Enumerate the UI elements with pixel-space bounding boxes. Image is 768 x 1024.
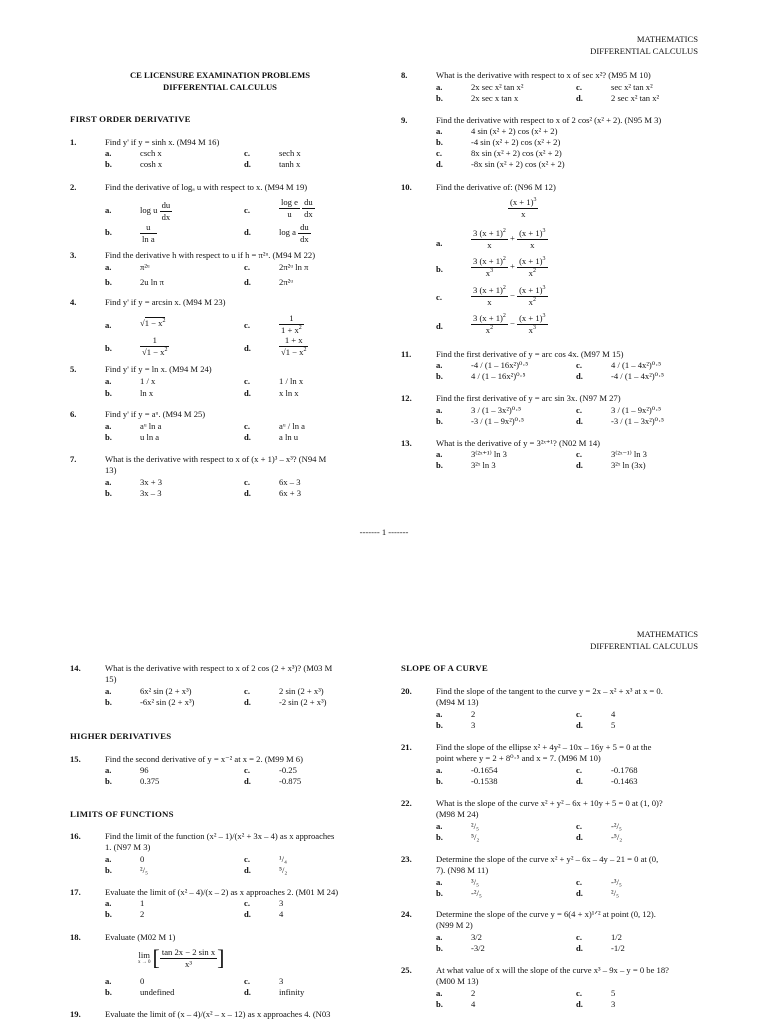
question-number: 1.: [70, 137, 77, 147]
question-number: 15.: [70, 754, 81, 764]
question-text-cont: (M94 M 13): [436, 697, 479, 707]
question-text: Find the second derivative of y = x⁻² at x = 2. (M99 M 6): [105, 754, 303, 764]
question-number: 16.: [70, 831, 81, 841]
question-number: 11.: [401, 349, 412, 359]
question-text-cont: (M00 M 13): [436, 976, 479, 986]
question-text: Find the derivative h with respect to u if h = π²ᵘ. (M94 M 22): [105, 250, 316, 260]
question-text: Determine the slope of the curve x² + y² – 6x – 4y – 21 = 0 at (0,: [436, 854, 659, 864]
question-text: Find y' if y = sinh x. (M94 M 16): [105, 137, 220, 147]
question-text-cont: point where y = 2 + 8⁰⋅⁵ and x = 7. (M96 M 10): [436, 753, 601, 763]
math-expression: $\frac{3 (x + 1)^2}{x^3}$ + $\frac{(x + 1)^3}{x^2}$: [473, 256, 546, 278]
math-expression: log u $\frac{du}{dx}$: [140, 200, 171, 222]
question-number: 20.: [401, 686, 412, 696]
question-number: 8.: [401, 70, 408, 80]
question-number: 25.: [401, 965, 412, 975]
math-expression: $\frac{3 (x + 1)^2}{x}$ − $\frac{(x + 1)^3}{x^2}$: [473, 285, 546, 307]
header-line-2: DIFFERENTIAL CALCULUS: [590, 640, 698, 651]
question-text: Find the first derivative of y = arc sin 3x. (N97 M 27): [436, 393, 621, 403]
question-text-cont: (M98 M 24): [436, 809, 479, 819]
question-number: 23.: [401, 854, 412, 864]
page-2: MATHEMATICS DIFFERENTIAL CALCULUS 14. What is the derivative with respect to x of 2 cos (2 + x³)? (M03 M 15) a. 6x² sin (2 + x³) b. -6x² sin (2 + x³) c. 2 sin (2 + x³) d. -2 sin (2 + x³) HIGHER DERIVATIVES 15. Find the second derivative of y = x⁻² at x = 2. (M99 M 6) a. 96 b. 0.375 c. -0.25 d. -0.875 LIMITS OF FUNCTIONS 16. Find the limit of the function (x² – 1)/(x² + 3x – 4) as x approaches 1. (N97 M 3) a. 0 b. ²/₅ c. ¹/₄ d. ⁵/₂ 17. Evaluate the limit of (x² – 4)/(x – 2) as x approaches 2. (M01 M 24) a. 1 b. 2 c. 3 d. 4 18. Evaluate (M02 M 1) lim x → 0 [ $\frac{\text{tan 2x − 2 sin x}}{\text{x³}}$ ] a. 0 b. undefined c. 3 d. infinity 19. Evaluate the limit of (x – 4)/(x² – x – 12) as x approaches 4. (N03 SLOPE OF A CURVE 20. Find the slope of the tangent to the curve y = 2x – x² + x³ at x = 0. (M94 M 13) a. 2 b. 3 c. 4 d. 5 21. Find the slope of the ellipse x² + 4y² – 10x – 16y + 5 = 0 at the point where y = 2 + 8⁰⋅⁵ and x = 7. (M96 M 10) a. -0.1654 b. -0.1538 c. -0.1768 d. -0.1463 22. What is the slope of the curve x² + y² – 6x + 10y + 5 = 0 at (1, 0)? (M98 M 24) a. ²/₅ b. ⁵/₂ c. -²/₅ d. -⁵/₂ 23. Determine the slope of the curve x² + y² – 6x – 4y – 21 = 0 at (0, 7). (N98 M 11) a. ³/₅ b. -²/₅ c. -³/₅ d. ²/₅ 24. Determine the slope of the curve y = 6(4 + x)¹ᐟ² at point (0, 12). (N99 M 2) a. 3/2 b. -3/2 c. 1/2 d. -1/2 25. At what value of x will the slope of the curve x³ – 9x – y = 0 be 18? (M00 M 13) a. 2 b. 4 c. 5 d. 3: [70, 629, 698, 1019]
header-line-1: MATHEMATICS: [636, 629, 698, 639]
math-expression: $\frac{1}{1 + x^2}$: [281, 313, 302, 335]
question-text: Find the derivative of: (N96 M 12): [436, 182, 556, 192]
title-line-2: DIFFERENTIAL CALCULUS: [163, 81, 277, 92]
question-text: Find the derivative of logₐ u with respect to x. (M94 M 19): [105, 182, 308, 192]
question-text: Evaluate the limit of (x – 4)/(x² – x – 12) as x approaches 4. (N03: [105, 1009, 331, 1019]
header-line-2: DIFFERENTIAL CALCULUS: [590, 45, 698, 56]
question-text: What is the slope of the curve x² + y² – 6x + 10y + 5 = 0 at (1, 0)?: [436, 798, 663, 808]
question-number: 17.: [70, 887, 81, 897]
question-number: 13.: [401, 438, 412, 448]
question-text: Find the slope of the tangent to the curve y = 2x – x² + x³ at x = 0.: [436, 686, 663, 696]
page-header: [590, 34, 698, 57]
question-text: Evaluate the limit of (x² – 4)/(x – 2) as x approaches 2. (M01 M 24): [105, 887, 339, 897]
question-text: At what value of x will the slope of the curve x³ – 9x – y = 0 be 18?: [436, 965, 669, 975]
math-expression: $\frac{u}{\text{ln a}}$: [142, 222, 155, 244]
question-text: What is the derivative with respect to x of sec x²? (M95 M 10): [436, 70, 651, 80]
question-number: 9.: [401, 115, 408, 125]
page-1: MATHEMATICS DIFFERENTIAL CALCULUS CE LICENSURE EXAMINATION PROBLEMS DIFFERENTIAL CALCULUS FIRST ORDER DERIVATIVE 1. Find y' if y = sinh x. (M94 M 16) a. csch x b. cosh x c. sech x d. tanh x 2. Find the derivative of logₐ u with respect to x. (M94 M 19) a. log u $\frac{du}{dx}$ b. $\frac{u}{\text{ln a}}$ c. $\frac{\text{log e}}{u}$ $\frac{du}{dx}$ d. log a $\frac{du}{dx}$ 3. Find the derivative h with respect to u if h = π²ᵘ. (M94 M 22) a. π²ᵘ b. 2u ln π c. 2π²ᵘ ln π d. 2π²ᵘ 4. Find y' if y = arcsin x. (M94 M 23) a. $√1 - x^2$ b. $\frac{1}{√1 - x^2}$ c. $\frac{1}{1 + x^2}$ d. $\frac{1 + x}{√1 - x^2}$ 5. Find y' if y = ln x. (M94 M 24) a. 1 / x b. ln x c. 1 / ln x d. x ln x 6. Find y' if y = aᵘ. (M94 M 25) a. aᵘ ln a b. u ln a c. aᵘ / ln a d. a ln u 7. What is the derivative with respect to x of (x + 1)³ – x³? (N94 M 13) a. 3x + 3 b. 3x – 3 c. 6x – 3 d. 6x + 3 8. What is the derivative with respect to x of sec x²? (M95 M 10) a. 2x sec x² tan x² b. 2x sec x tan x c. sec x² tan x² d. 2 sec x² tan x² 9. Find the derivative with respect to x of 2 cos² (x² + 2). (N95 M 3) a. 4 sin (x² + 2) cos (x² + 2) b. -4 sin (x² + 2) cos (x² + 2) c. 8x sin (x² + 2) cos (x² + 2) d. -8x sin (x² + 2) cos (x² + 2) 10. Find the derivative of: (N96 M 12) $\frac{(x + 1)^3}{x}$ a. $\frac{3 (x + 1)^2}{x}$ + $\frac{(x + 1)^3}{x}$ b. $\frac{3 (x + 1)^2}{x^3}$ + $\frac{(x + 1)^3}{x^2}$ c. $\frac{3 (x + 1)^2}{x}$ − $\frac{(x + 1)^3}{x^2}$ d. $\frac{3 (x + 1)^2}{x^2}$ − $\frac{(x + 1)^3}{x^3}$ 11. Find the first derivative of y = arc cos 4x. (M97 M 15) a. -4 / (1 – 16x²)⁰⋅⁵ b. 4 / (1 – 16x²)⁰⋅⁵ c. 4 / (1 – 4x²)⁰⋅⁵ d. -4 / (1 – 4x²)⁰⋅⁵ 12. Find the first derivative of y = arc sin 3x. (N97 M 27) a. 3 / (1 – 3x²)⁰⋅⁵ b. -3 / (1 – 9x²)⁰⋅⁵ c. 3 / (1 – 9x²)⁰⋅⁵ d. -3 / (1 – 3x²)⁰⋅⁵ 13. What is the derivative of y = 3²ˣ⁺¹? (N02 M 14) a. 3⁽²ˣ⁺¹⁾ ln 3 b. 3²ˣ ln 3 c. 3⁽²ˣ⁻¹⁾ ln 3 d. 3²ˣ ln (3x) ------- 1 -------: [0, 0, 768, 540]
question-number: 2.: [70, 182, 77, 192]
question-text: What is the derivative of y = 3²ˣ⁺¹? (N02 M 14): [436, 438, 601, 448]
section-heading: SLOPE OF A CURVE: [401, 663, 488, 673]
section-heading: LIMITS OF FUNCTIONS: [70, 809, 174, 819]
question-number: 19.: [70, 1009, 81, 1019]
question-text: Find y' if y = ln x. (M94 M 24): [105, 364, 212, 374]
question-text-cont: 13): [105, 465, 117, 475]
page-footer: ------- 1 -------: [359, 527, 409, 537]
math-expression: $\frac{1}{√1 - x^2}$: [142, 335, 168, 357]
title-line-1: CE LICENSURE EXAMINATION PROBLEMS: [129, 70, 311, 80]
question-text: Find y' if y = arcsin x. (M94 M 23): [105, 297, 226, 307]
header-line-1: MATHEMATICS: [636, 34, 698, 44]
question-text: Find the slope of the ellipse x² + 4y² – 10x – 16y + 5 = 0 at the: [436, 742, 652, 752]
question-text: Determine the slope of the curve y = 6(4 + x)¹ᐟ² at point (0, 12).: [436, 909, 656, 919]
section-heading: FIRST ORDER DERIVATIVE: [70, 114, 191, 124]
question-text: Find y' if y = aᵘ. (M94 M 25): [105, 409, 206, 419]
question-text-cont: 7). (N98 M 11): [436, 865, 489, 875]
question-text-cont: (N99 M 2): [436, 920, 473, 930]
question-number: 14.: [70, 663, 81, 673]
question-number: 12.: [401, 393, 412, 403]
question-number: 4.: [70, 297, 77, 307]
question-number: 5.: [70, 364, 77, 374]
question-number: 18.: [70, 932, 81, 942]
math-expression: $\frac{1 + x}{√1 - x^2}$: [281, 335, 307, 357]
question-number: 7.: [70, 454, 77, 464]
question-text-cont: 1. (N97 M 3): [105, 842, 151, 852]
question-text: Find the first derivative of y = arc cos 4x. (M97 M 15): [436, 349, 624, 359]
math-expression: $√1 - x^2$: [140, 318, 166, 328]
question-text: What is the derivative with respect to x of (x + 1)³ – x³? (N94 M: [105, 454, 327, 464]
question-number: 22.: [401, 798, 412, 808]
document-title: [70, 70, 370, 93]
question-text: Find the derivative with respect to x of 2 cos² (x² + 2). (N95 M 3): [436, 115, 662, 125]
question-number: 24.: [401, 909, 412, 919]
question-number: 3.: [70, 250, 77, 260]
math-expression: $\frac{(x + 1)^3}{x}$: [510, 197, 537, 219]
math-expression: log a $\frac{du}{dx}$: [279, 222, 309, 244]
math-expression: $\frac{\text{log e}}{u}$ $\frac{du}{dx}$: [281, 197, 313, 219]
question-number: 10.: [401, 182, 412, 192]
math-expression: $\frac{3 (x + 1)^2}{x}$ + $\frac{(x + 1)^3}{x}$: [473, 228, 546, 250]
section-heading: HIGHER DERIVATIVES: [70, 731, 172, 741]
question-number: 21.: [401, 742, 412, 752]
question-text-cont: 15): [105, 674, 117, 684]
question-number: 6.: [70, 409, 77, 419]
question-text: Find the limit of the function (x² – 1)/(x² + 3x – 4) as x approaches: [105, 831, 335, 841]
page-header: [590, 629, 698, 652]
limit-expression: lim x → 0 [ $\frac{\text{tan 2x − 2 sin x}}{\text{x³}}$ ]: [138, 945, 225, 971]
question-text: What is the derivative with respect to x of 2 cos (2 + x³)? (M03 M: [105, 663, 333, 673]
question-text: Evaluate (M02 M 1): [105, 932, 176, 942]
math-expression: $\frac{3 (x + 1)^2}{x^2}$ − $\frac{(x + 1)^3}{x^3}$: [473, 313, 546, 335]
